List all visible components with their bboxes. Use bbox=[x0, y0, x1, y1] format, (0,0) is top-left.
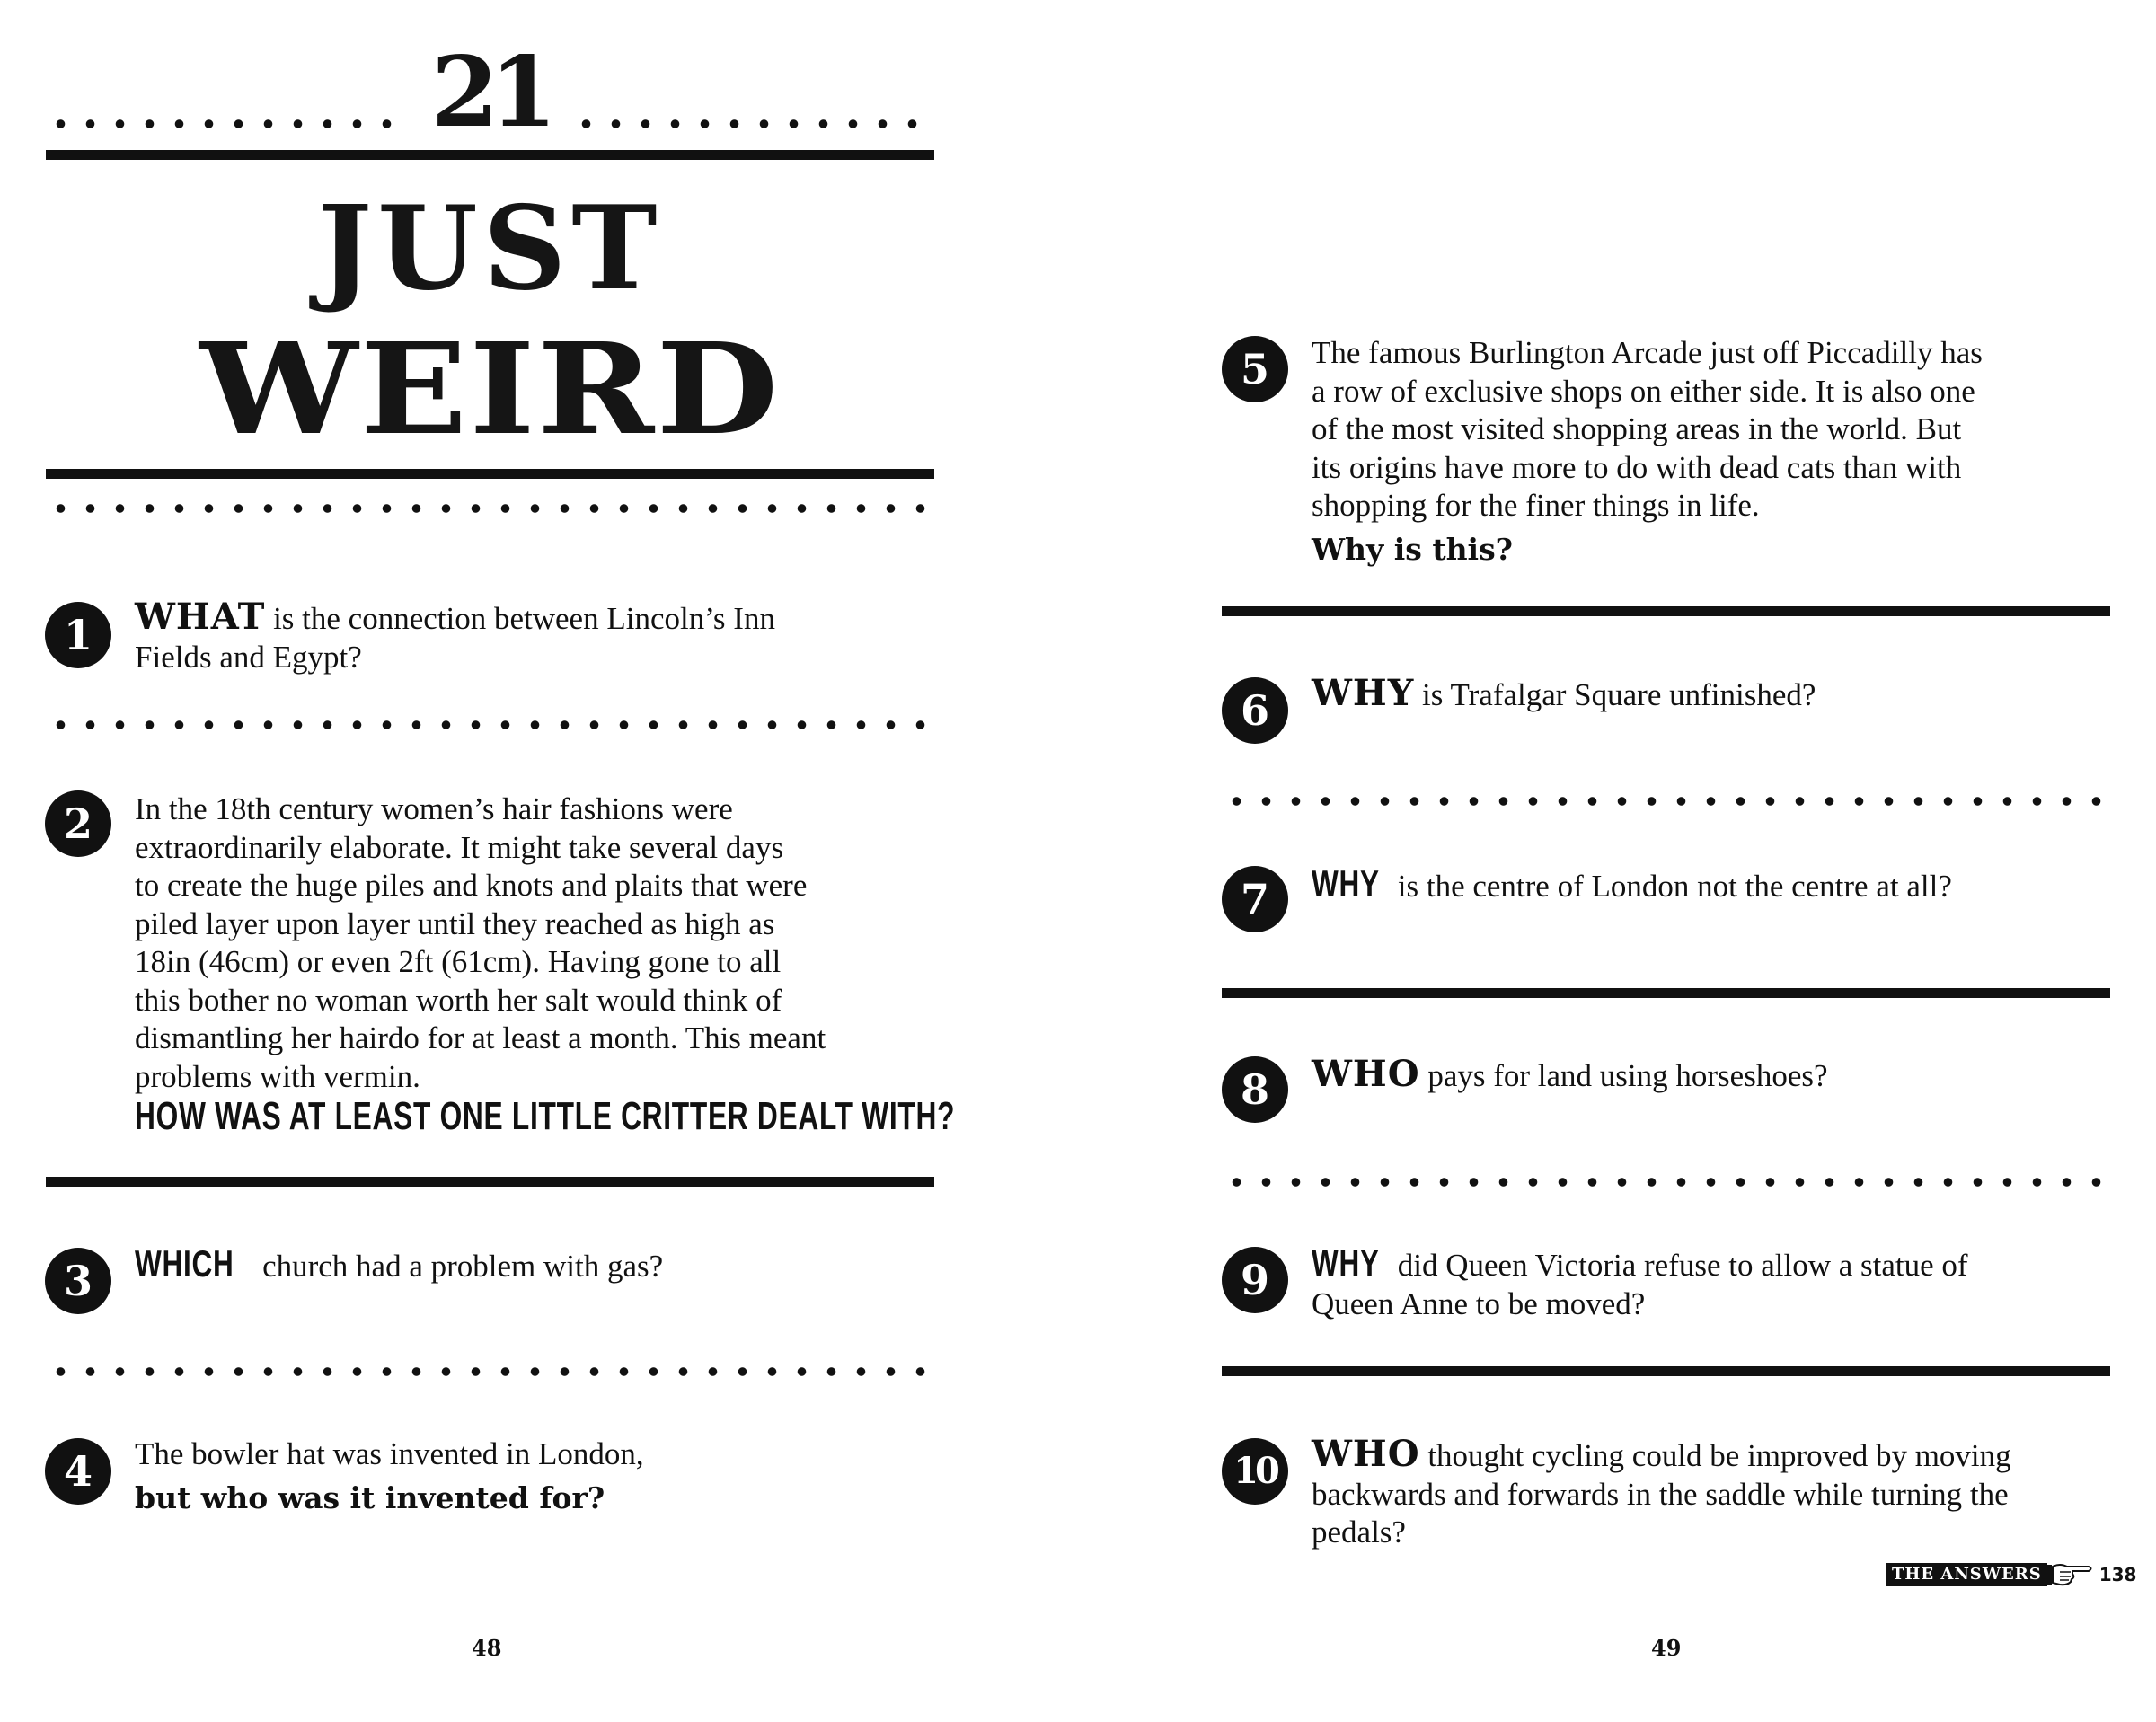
question-1 bbox=[135, 598, 775, 676]
question-text: is the connection between Lincoln’s Inn bbox=[273, 601, 775, 636]
question-5 bbox=[1312, 334, 1983, 569]
page-number-right: 49 bbox=[1651, 1635, 1682, 1661]
question-number-badge: 2 bbox=[45, 790, 111, 857]
question-text: Fields and Egypt? bbox=[135, 639, 362, 675]
question-prompt: HOW WAS AT LEAST ONE LITTLE CRITTER DEALT WITH? bbox=[135, 1094, 956, 1138]
question-prompt: but who was it invented for? bbox=[135, 1479, 605, 1515]
question-6 bbox=[1312, 672, 1816, 715]
question-8 bbox=[1312, 1055, 1828, 1096]
question-keyword: WHAT bbox=[135, 596, 266, 638]
question-text: Queen Anne to be moved? bbox=[1312, 1285, 1646, 1321]
question-text: pays for land using horseshoes? bbox=[1427, 1058, 1828, 1093]
dotted-divider bbox=[46, 503, 934, 514]
question-text: thought cycling could be improved by moving bbox=[1427, 1438, 2011, 1473]
question-text: a row of exclusive shops on either side. It is also one bbox=[1312, 373, 1975, 409]
question-keyword: WHY bbox=[1312, 862, 1380, 905]
question-text: backwards and forwards in the saddle while turning the bbox=[1312, 1476, 2009, 1512]
question-keyword: WHICH bbox=[135, 1242, 234, 1285]
question-7 bbox=[1312, 862, 1952, 906]
question-text: is the centre of London not the centre at all? bbox=[1397, 869, 1952, 904]
question-number-badge: 5 bbox=[1222, 336, 1288, 402]
chapter-number: 21 bbox=[430, 36, 549, 149]
question-text: is Trafalgar Square unfinished? bbox=[1422, 677, 1816, 712]
dotted-divider bbox=[46, 119, 405, 129]
question-number-badge: 8 bbox=[1222, 1056, 1288, 1123]
rule bbox=[1222, 988, 2110, 998]
question-10 bbox=[1312, 1435, 2011, 1552]
question-prompt: Why is this? bbox=[1312, 531, 1514, 567]
question-text: church had a problem with gas? bbox=[262, 1249, 664, 1284]
question-number-badge: 7 bbox=[1222, 866, 1288, 932]
dotted-divider bbox=[1222, 796, 2110, 807]
question-number-badge: 3 bbox=[45, 1248, 111, 1314]
question-text: piled layer upon layer until they reached as high as bbox=[135, 905, 775, 941]
question-text: this bother no woman worth her salt would think of bbox=[135, 982, 782, 1018]
question-keyword: WHO bbox=[1312, 1433, 1420, 1475]
answers-page-number: 138 bbox=[2099, 1564, 2137, 1585]
question-number-badge: 9 bbox=[1222, 1247, 1288, 1313]
question-number-badge: 1 bbox=[45, 602, 111, 668]
question-text: of the most visited shopping areas in the world. But bbox=[1312, 411, 1962, 446]
question-text: did Queen Victoria refuse to allow a statue of bbox=[1397, 1248, 1968, 1283]
question-2 bbox=[135, 790, 1274, 1139]
question-text: The bowler hat was invented in London, bbox=[135, 1436, 644, 1471]
answers-label: THE ANSWERS bbox=[1886, 1563, 2047, 1586]
rule bbox=[46, 469, 934, 479]
question-text: dismantling her hairdo for at least a month. This meant bbox=[135, 1020, 826, 1055]
page-number-left: 48 bbox=[472, 1635, 502, 1661]
rule bbox=[46, 150, 934, 160]
chapter-title-line1: JUST bbox=[317, 181, 663, 316]
question-text: 18in (46cm) or even 2ft (61cm). Having gone to all bbox=[135, 944, 782, 979]
dotted-divider bbox=[46, 720, 934, 730]
question-text: extraordinarily elaborate. It might take several days bbox=[135, 829, 784, 865]
question-text: problems with vermin. bbox=[135, 1058, 420, 1094]
rule bbox=[1222, 606, 2110, 616]
question-text: to create the huge piles and knots and plaits that were bbox=[135, 868, 808, 903]
question-keyword: WHY bbox=[1312, 1241, 1380, 1284]
question-text: In the 18th century women’s hair fashions were bbox=[135, 791, 733, 826]
question-3 bbox=[135, 1242, 664, 1286]
rule bbox=[46, 1177, 934, 1187]
dotted-divider bbox=[1222, 1177, 2110, 1188]
dotted-divider bbox=[571, 119, 934, 129]
question-number-badge: 6 bbox=[1222, 677, 1288, 744]
question-keyword: WHY bbox=[1312, 672, 1415, 714]
question-keyword: WHO bbox=[1312, 1053, 1420, 1095]
question-9 bbox=[1312, 1241, 1968, 1323]
rule bbox=[1222, 1366, 2110, 1376]
question-text: its origins have more to do with dead cats than with bbox=[1312, 449, 1962, 485]
answers-link[interactable] bbox=[1886, 1561, 2136, 1588]
question-number-badge: 10 bbox=[1222, 1438, 1288, 1505]
pointing-hand-icon bbox=[2047, 1561, 2094, 1588]
chapter-title-line2: WEIRD bbox=[199, 316, 781, 464]
question-text: pedals? bbox=[1312, 1514, 1406, 1550]
question-number-badge: 4 bbox=[45, 1438, 111, 1505]
question-4 bbox=[135, 1435, 644, 1517]
question-text: The famous Burlington Arcade just off Piccadilly has bbox=[1312, 335, 1983, 370]
question-text: shopping for the finer things in life. bbox=[1312, 488, 1760, 523]
dotted-divider bbox=[46, 1366, 934, 1377]
